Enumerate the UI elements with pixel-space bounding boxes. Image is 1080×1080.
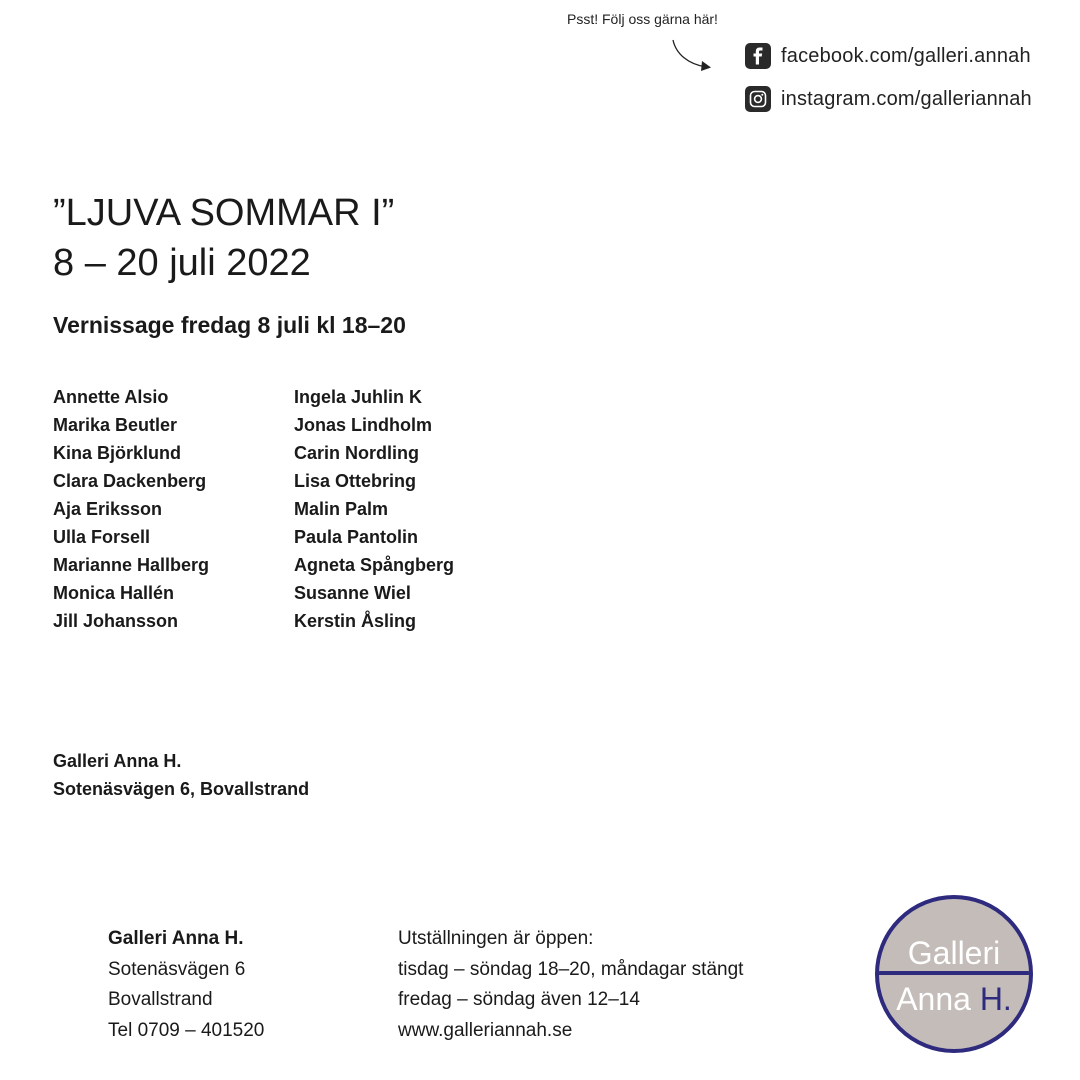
artist-name: Ingela Juhlin K bbox=[294, 387, 423, 407]
artist-name: Marika Beutler bbox=[53, 415, 178, 435]
artist-name: Susanne Wiel bbox=[294, 583, 411, 603]
venue-address bbox=[53, 747, 309, 803]
facebook-link[interactable] bbox=[745, 43, 1031, 69]
artist-name: Jill Johansson bbox=[53, 611, 179, 631]
instagram-link[interactable] bbox=[745, 86, 1032, 112]
logo-text-anna: Anna bbox=[896, 981, 971, 1017]
town: Bovallstrand bbox=[108, 989, 213, 1010]
artist-name: Marianne Hallberg bbox=[53, 555, 210, 575]
artist-list-right bbox=[294, 383, 454, 635]
facebook-url: facebook.com/galleri.annah bbox=[781, 44, 1031, 67]
artist-name: Agneta Spångberg bbox=[294, 555, 455, 575]
artist-name: Jonas Lindholm bbox=[294, 415, 433, 435]
follow-prompt: Psst! Följ oss gärna här! bbox=[567, 11, 718, 27]
hours-line: fredag – söndag även 12–14 bbox=[398, 989, 640, 1010]
artist-name: Malin Palm bbox=[294, 499, 389, 519]
vernissage-info: Vernissage fredag 8 juli kl 18–20 bbox=[53, 312, 406, 338]
artist-name: Monica Hallén bbox=[53, 583, 175, 603]
logo-text-top: Galleri bbox=[907, 935, 1001, 971]
artist-name: Clara Dackenberg bbox=[53, 471, 207, 491]
artist-name: Aja Eriksson bbox=[53, 499, 163, 519]
hours-line: tisdag – söndag 18–20, måndagar stängt bbox=[398, 958, 744, 980]
phone-number: Tel 0709 – 401520 bbox=[108, 1019, 265, 1041]
artist-name: Lisa Ottebring bbox=[294, 471, 417, 491]
gallery-name: Galleri Anna H. bbox=[108, 928, 244, 949]
exhibition-heading bbox=[53, 188, 394, 288]
hours-heading: Utställningen är öppen: bbox=[398, 928, 594, 949]
artist-list-left bbox=[53, 383, 209, 635]
curved-arrow-icon bbox=[668, 36, 718, 76]
street-address: Sotenäsvägen 6 bbox=[108, 958, 246, 980]
artist-name: Kina Björklund bbox=[53, 443, 182, 463]
gallery-logo bbox=[875, 895, 1033, 1053]
artist-name: Kerstin Åsling bbox=[294, 611, 417, 631]
artist-name: Ulla Forsell bbox=[53, 527, 151, 547]
website-link[interactable]: www.galleriannah.se bbox=[398, 1019, 573, 1041]
logo-text-bottom bbox=[879, 981, 1029, 1018]
facebook-icon bbox=[745, 43, 771, 69]
artist-name: Carin Nordling bbox=[294, 443, 419, 463]
artist-name: Paula Pantolin bbox=[294, 527, 419, 547]
contact-info bbox=[108, 924, 264, 1046]
opening-hours bbox=[398, 924, 743, 1046]
venue-street: Sotenäsvägen 6, Bovallstrand bbox=[53, 779, 310, 799]
venue-name: Galleri Anna H. bbox=[53, 751, 182, 771]
exhibition-title: ”LJUVA SOMMAR I” bbox=[53, 192, 395, 234]
logo-text-h: H. bbox=[979, 981, 1012, 1017]
instagram-icon bbox=[745, 86, 771, 112]
instagram-url: instagram.com/galleriannah bbox=[781, 87, 1032, 110]
exhibition-dates: 8 – 20 juli 2022 bbox=[53, 242, 311, 284]
artist-name: Annette Alsio bbox=[53, 387, 169, 407]
